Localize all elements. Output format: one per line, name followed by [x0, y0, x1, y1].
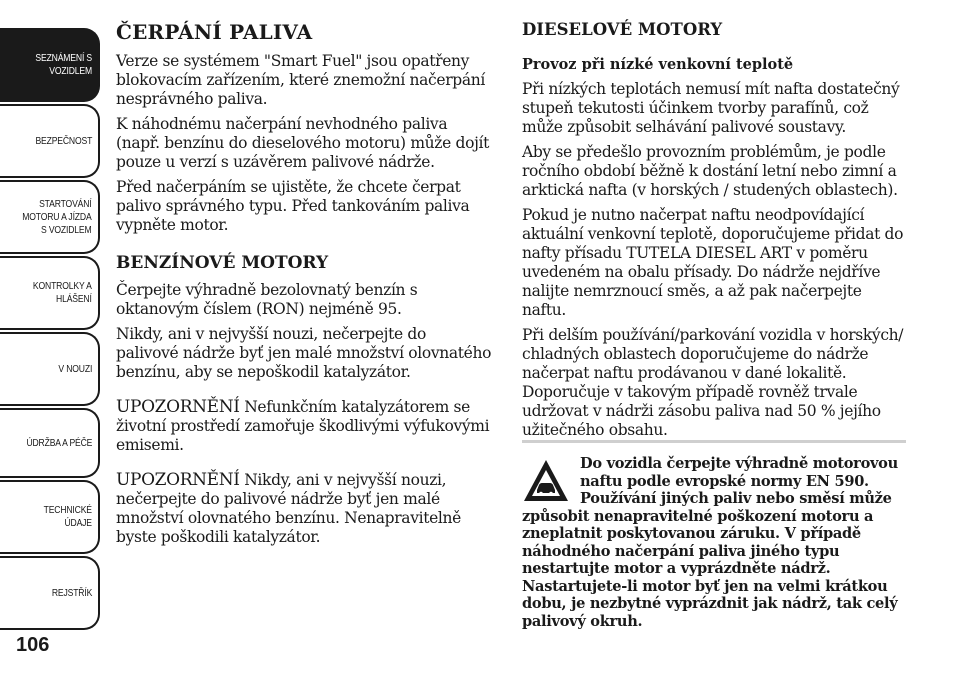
section-heading: DIESELOVÉ MOTORY: [522, 20, 723, 39]
tab-kontrolky-a-hlaseni[interactable]: KONTROLKY A HLÁŠENÍ: [0, 256, 100, 330]
tab-v-nouzi[interactable]: V NOUZI: [0, 332, 100, 406]
right-column: [522, 18, 910, 446]
tab-seznameni-s-vozidlem[interactable]: SEZNÁMENÍ S VOZIDLEM: [0, 28, 100, 102]
warning-paragraph: [116, 398, 492, 455]
tab-udrzba-a-pece[interactable]: ÚDRŽBA A PÉČE: [0, 408, 100, 478]
spacer: [116, 241, 492, 251]
left-column: [116, 18, 492, 553]
warning-text: Nefunkčním katalyzátorem se životní prostředí zamořuje škodlivými výfukovými emisemi.: [116, 398, 490, 454]
paragraph: Čerpejte výhradně bezolovnatý benzín s oktanovým číslem (RON) nejméně 95.: [116, 281, 418, 318]
warning-label: UPOZORNĚNÍ: [116, 470, 240, 490]
warning-text: Nikdy, ani v nejvyšší nouzi, nečerpejte do palivové nádrže byť jen malé množství olovnatého benzínu. Nenapravitelně byste poškodili katalyzátor.: [116, 471, 461, 546]
warning-box: [522, 440, 906, 630]
subsection-heading: Provoz při nízké venkovní teplotě: [522, 56, 794, 73]
warning-text: Do vozidla čerpejte výhradně motorovou naftu podle evropské normy EN 590. Používání jiných paliv nebo směsí může způsobit nenapravitelné poškození motoru a zneplatnit poskytovanou záruku. V případě náhodného načerpání paliva jiného typu nestartujte motor a vyprázdněte nádrž. Nastartujete-li motor byť jen na velmi krátkou dobu, je nezbytné vyprázdnit jak nádrž, tak celý palivový okruh.: [522, 455, 898, 630]
paragraph: Při delším používání/parkování vozidla v horských/ chladných oblastech doporučujeme do nádrže načerpat naftu prodávanou v dané lokalitě. Doporučuje v takovým případě rovněž trvale udržovat v nádrži zásobu paliva nad 50 % jejího užitečného obsahu.: [522, 326, 904, 439]
tab-rejstrik[interactable]: REJSTŘÍK: [0, 556, 100, 630]
paragraph: K náhodnému načerpání nevhodného paliva (např. benzínu do dieselového motoru) může dojít pouze u verzí s uzávěrem palivové nádrže.: [116, 115, 490, 171]
page-number: 106: [16, 634, 50, 656]
tab-technicke-udaje[interactable]: TECHNICKÉ ÚDAJE: [0, 480, 100, 554]
paragraph: Při nízkých teplotách nemusí mít nafta dostatečný stupeň tekutosti účinkem tvorby parafínů, což může způsobit selhávání palivové soustavy.: [522, 80, 900, 136]
tab-bezpecnost[interactable]: BEZPEČNOST: [0, 104, 100, 178]
warning-label: UPOZORNĚNÍ: [116, 397, 240, 417]
section-heading: BENZÍNOVÉ MOTORY: [116, 253, 329, 273]
paragraph: Nikdy, ani v nejvyšší nouzi, nečerpejte do palivové nádrže byť jen malé množství olovnatého benzínu, aby se nepoškodil katalyzátor.: [116, 325, 492, 381]
section-title: ČERPÁNÍ PALIVA: [116, 20, 313, 44]
paragraph: Před načerpáním se ujistěte, že chcete čerpat palivo správného typu. Před tankováním paliva vypněte motor.: [116, 178, 470, 234]
tab-startovani-motoru[interactable]: STARTOVÁNÍ MOTORU A JÍZDA S VOZIDLEM: [0, 180, 100, 254]
warning-car-triangle-icon: [522, 457, 570, 505]
paragraph: Verze se systémem "Smart Fuel" jsou opatřeny blokovacím zařízením, které znemožní načerpání nesprávného paliva.: [116, 52, 485, 108]
paragraph: Pokud je nutno načerpat naftu neodpovídající aktuální venkovní teplotě, doporučujeme přidat do nafty přísadu TUTELA DIESEL ART v poměru uvedeném na obalu přísady. Do nádrže nejdříve nalijte nemrznoucí směs, a až pak načerpejte naftu.: [522, 206, 904, 319]
warning-paragraph: [116, 471, 492, 547]
paragraph: Aby se předešlo provozním problémům, je podle ročního období běžně k dostání letní nebo zimní a arktická nafta (v horských / studených oblastech).: [522, 143, 898, 199]
